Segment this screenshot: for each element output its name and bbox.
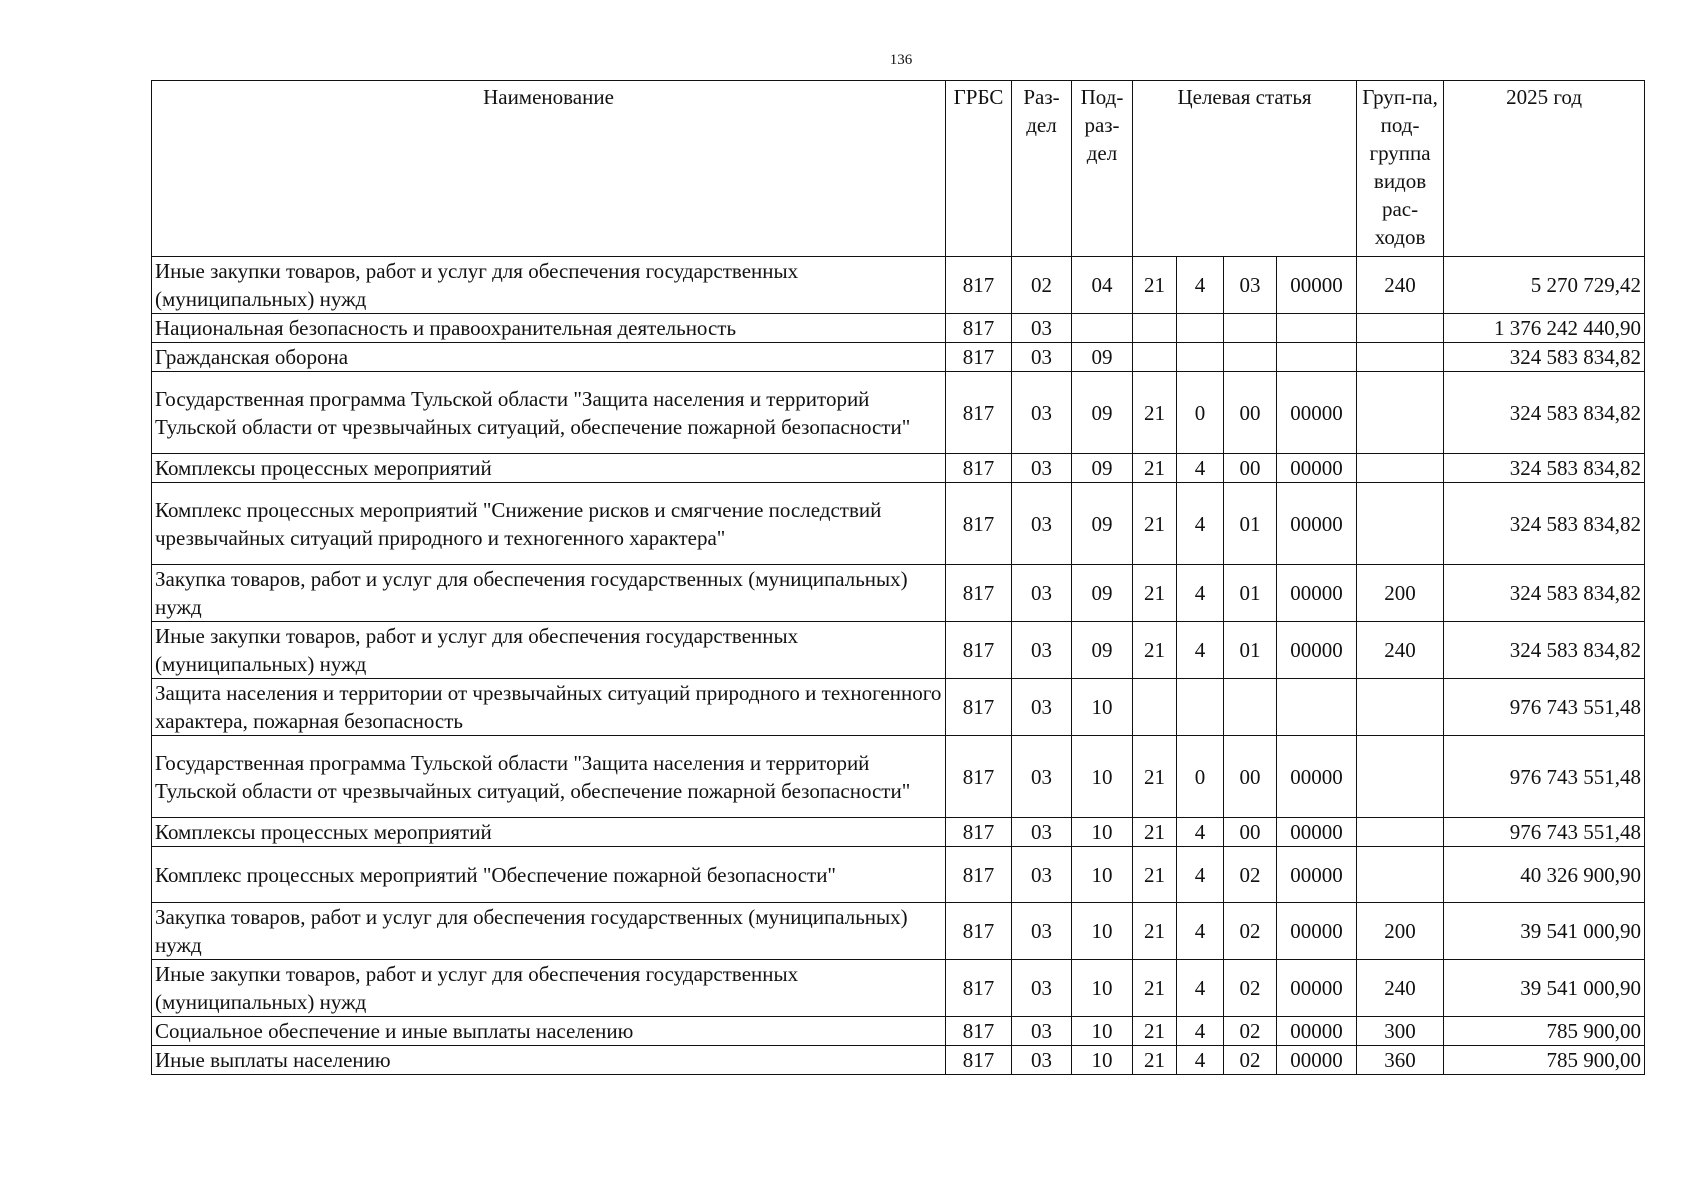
row-target-direction: 00000 [1277,1017,1357,1046]
row-podrazdel: 09 [1072,622,1133,679]
row-grbs: 817 [946,847,1012,903]
row-expense-group [1357,372,1444,454]
row-amount: 324 583 834,82 [1444,343,1645,372]
header-podrazdel: Под-раз-дел [1072,81,1133,257]
row-expense-group: 240 [1357,622,1444,679]
row-target-type: 4 [1177,565,1224,622]
table-row [152,343,1645,372]
table-row [152,1017,1645,1046]
row-razdel: 03 [1012,679,1072,736]
row-target-element: 01 [1224,483,1277,565]
row-razdel: 02 [1012,257,1072,314]
table-body [152,257,1645,1075]
row-target-direction [1277,314,1357,343]
row-amount: 785 900,00 [1444,1046,1645,1075]
row-podrazdel: 10 [1072,1017,1133,1046]
row-target-element: 00 [1224,372,1277,454]
header-razdel: Раз-дел [1012,81,1072,257]
row-target-type: 4 [1177,847,1224,903]
row-amount: 1 376 242 440,90 [1444,314,1645,343]
row-expense-group: 300 [1357,1017,1444,1046]
row-podrazdel: 04 [1072,257,1133,314]
row-grbs: 817 [946,343,1012,372]
row-target-element: 03 [1224,257,1277,314]
row-target-type [1177,679,1224,736]
row-target-type: 4 [1177,960,1224,1017]
row-target-type: 4 [1177,257,1224,314]
header-target-article: Целевая статья [1133,81,1357,257]
row-name: Иные закупки товаров, работ и услуг для обеспечения государственных (муниципальных) нужд [152,960,946,1017]
row-amount: 324 583 834,82 [1444,565,1645,622]
row-expense-group [1357,679,1444,736]
row-amount: 39 541 000,90 [1444,903,1645,960]
row-expense-group [1357,314,1444,343]
row-amount: 976 743 551,48 [1444,679,1645,736]
row-podrazdel: 09 [1072,372,1133,454]
row-name: Иные закупки товаров, работ и услуг для обеспечения государственных (муниципальных) нужд [152,257,946,314]
row-target-element: 02 [1224,847,1277,903]
table-row [152,314,1645,343]
header-expense-group: Груп-па, под-группа видов рас-ходов [1357,81,1444,257]
row-target-element: 01 [1224,622,1277,679]
row-amount: 39 541 000,90 [1444,960,1645,1017]
row-name: Государственная программа Тульской области "Защита населения и территорий Тульской области от чрезвычайных ситуаций, обеспечение пожарной безопасности" [152,736,946,818]
row-razdel: 03 [1012,314,1072,343]
table-row [152,565,1645,622]
row-grbs: 817 [946,903,1012,960]
row-target-program [1133,314,1177,343]
row-grbs: 817 [946,257,1012,314]
row-amount: 324 583 834,82 [1444,454,1645,483]
row-target-direction [1277,679,1357,736]
row-razdel: 03 [1012,372,1072,454]
row-target-direction: 00000 [1277,483,1357,565]
row-podrazdel: 10 [1072,903,1133,960]
row-razdel: 03 [1012,818,1072,847]
row-name: Комплексы процессных мероприятий [152,818,946,847]
row-target-element: 00 [1224,736,1277,818]
row-grbs: 817 [946,818,1012,847]
table-row [152,818,1645,847]
row-grbs: 817 [946,679,1012,736]
row-amount: 324 583 834,82 [1444,622,1645,679]
row-expense-group: 240 [1357,257,1444,314]
row-target-type: 4 [1177,622,1224,679]
row-name: Закупка товаров, работ и услуг для обеспечения государственных (муниципальных) нужд [152,903,946,960]
row-expense-group: 240 [1357,960,1444,1017]
row-target-element: 02 [1224,1017,1277,1046]
table-row [152,679,1645,736]
row-target-direction: 00000 [1277,960,1357,1017]
row-name: Иные закупки товаров, работ и услуг для обеспечения государственных (муниципальных) нужд [152,622,946,679]
table-row [152,1046,1645,1075]
row-amount: 976 743 551,48 [1444,736,1645,818]
row-target-direction: 00000 [1277,257,1357,314]
row-expense-group: 360 [1357,1046,1444,1075]
row-target-element: 01 [1224,565,1277,622]
row-amount: 976 743 551,48 [1444,818,1645,847]
row-grbs: 817 [946,314,1012,343]
row-grbs: 817 [946,736,1012,818]
table-row [152,903,1645,960]
row-target-program: 21 [1133,1017,1177,1046]
row-target-direction: 00000 [1277,372,1357,454]
row-target-element: 00 [1224,818,1277,847]
table-row [152,960,1645,1017]
row-razdel: 03 [1012,847,1072,903]
row-expense-group: 200 [1357,903,1444,960]
row-razdel: 03 [1012,343,1072,372]
row-podrazdel: 10 [1072,960,1133,1017]
row-target-program: 21 [1133,257,1177,314]
header-grbs: ГРБС [946,81,1012,257]
row-name: Комплексы процессных мероприятий [152,454,946,483]
row-amount: 40 326 900,90 [1444,847,1645,903]
row-target-program: 21 [1133,818,1177,847]
row-razdel: 03 [1012,1046,1072,1075]
row-podrazdel: 10 [1072,818,1133,847]
row-grbs: 817 [946,1046,1012,1075]
row-target-direction: 00000 [1277,565,1357,622]
row-target-type: 4 [1177,1046,1224,1075]
row-amount: 324 583 834,82 [1444,483,1645,565]
row-amount: 324 583 834,82 [1444,372,1645,454]
row-name: Иные выплаты населению [152,1046,946,1075]
row-podrazdel: 09 [1072,483,1133,565]
row-expense-group: 200 [1357,565,1444,622]
row-target-element: 00 [1224,454,1277,483]
row-target-element [1224,314,1277,343]
row-amount: 785 900,00 [1444,1017,1645,1046]
row-target-element: 02 [1224,903,1277,960]
row-name: Закупка товаров, работ и услуг для обеспечения государственных (муниципальных) нужд [152,565,946,622]
row-podrazdel: 09 [1072,454,1133,483]
row-target-program: 21 [1133,960,1177,1017]
row-name: Защита населения и территории от чрезвычайных ситуаций природного и техногенного характера, пожарная безопасность [152,679,946,736]
row-name: Государственная программа Тульской области "Защита населения и территорий Тульской области от чрезвычайных ситуаций, обеспечение пожарной безопасности" [152,372,946,454]
row-razdel: 03 [1012,960,1072,1017]
table-row [152,483,1645,565]
table-row [152,257,1645,314]
row-name: Комплекс процессных мероприятий "Обеспечение пожарной безопасности" [152,847,946,903]
row-podrazdel: 09 [1072,565,1133,622]
row-razdel: 03 [1012,565,1072,622]
row-target-type [1177,314,1224,343]
row-target-program [1133,343,1177,372]
row-target-type: 4 [1177,483,1224,565]
row-target-type: 4 [1177,454,1224,483]
row-name: Гражданская оборона [152,343,946,372]
row-target-direction: 00000 [1277,736,1357,818]
row-grbs: 817 [946,960,1012,1017]
row-target-direction: 00000 [1277,903,1357,960]
budget-table [151,80,1645,1075]
row-expense-group [1357,736,1444,818]
row-expense-group [1357,343,1444,372]
row-target-program [1133,679,1177,736]
row-target-direction: 00000 [1277,847,1357,903]
row-target-element: 02 [1224,960,1277,1017]
row-target-element [1224,679,1277,736]
table-row [152,847,1645,903]
row-target-program: 21 [1133,847,1177,903]
row-target-program: 21 [1133,736,1177,818]
row-grbs: 817 [946,622,1012,679]
row-amount: 5 270 729,42 [1444,257,1645,314]
page-number: 136 [889,52,913,68]
row-name: Национальная безопасность и правоохранительная деятельность [152,314,946,343]
row-expense-group [1357,454,1444,483]
header-name: Наименование [152,81,946,257]
row-target-type: 4 [1177,903,1224,960]
table-row [152,736,1645,818]
row-target-program: 21 [1133,454,1177,483]
row-expense-group [1357,818,1444,847]
row-podrazdel: 10 [1072,736,1133,818]
row-podrazdel [1072,314,1133,343]
row-razdel: 03 [1012,903,1072,960]
table-header [152,81,1645,257]
row-expense-group [1357,847,1444,903]
row-razdel: 03 [1012,736,1072,818]
row-target-program: 21 [1133,372,1177,454]
row-target-type: 4 [1177,1017,1224,1046]
row-grbs: 817 [946,454,1012,483]
row-razdel: 03 [1012,454,1072,483]
row-podrazdel: 10 [1072,679,1133,736]
row-grbs: 817 [946,372,1012,454]
row-target-direction: 00000 [1277,818,1357,847]
row-name: Социальное обеспечение и иные выплаты населению [152,1017,946,1046]
row-target-type [1177,343,1224,372]
row-target-program: 21 [1133,483,1177,565]
row-target-type: 0 [1177,372,1224,454]
row-grbs: 817 [946,1017,1012,1046]
row-grbs: 817 [946,483,1012,565]
row-podrazdel: 10 [1072,1046,1133,1075]
row-name: Комплекс процессных мероприятий "Снижение рисков и смягчение последствий чрезвычайных ситуаций природного и техногенного характера" [152,483,946,565]
row-target-direction: 00000 [1277,622,1357,679]
row-target-program: 21 [1133,903,1177,960]
row-target-program: 21 [1133,1046,1177,1075]
row-target-direction: 00000 [1277,454,1357,483]
row-target-program: 21 [1133,565,1177,622]
row-target-element: 02 [1224,1046,1277,1075]
row-expense-group [1357,483,1444,565]
table-row [152,372,1645,454]
table-row [152,454,1645,483]
row-target-type: 4 [1177,818,1224,847]
row-grbs: 817 [946,565,1012,622]
row-razdel: 03 [1012,1017,1072,1046]
row-razdel: 03 [1012,483,1072,565]
row-target-program: 21 [1133,622,1177,679]
row-podrazdel: 10 [1072,847,1133,903]
row-target-direction [1277,343,1357,372]
row-razdel: 03 [1012,622,1072,679]
table-row [152,622,1645,679]
row-target-element [1224,343,1277,372]
row-target-direction: 00000 [1277,1046,1357,1075]
row-target-type: 0 [1177,736,1224,818]
row-podrazdel: 09 [1072,343,1133,372]
header-year: 2025 год [1444,81,1645,257]
